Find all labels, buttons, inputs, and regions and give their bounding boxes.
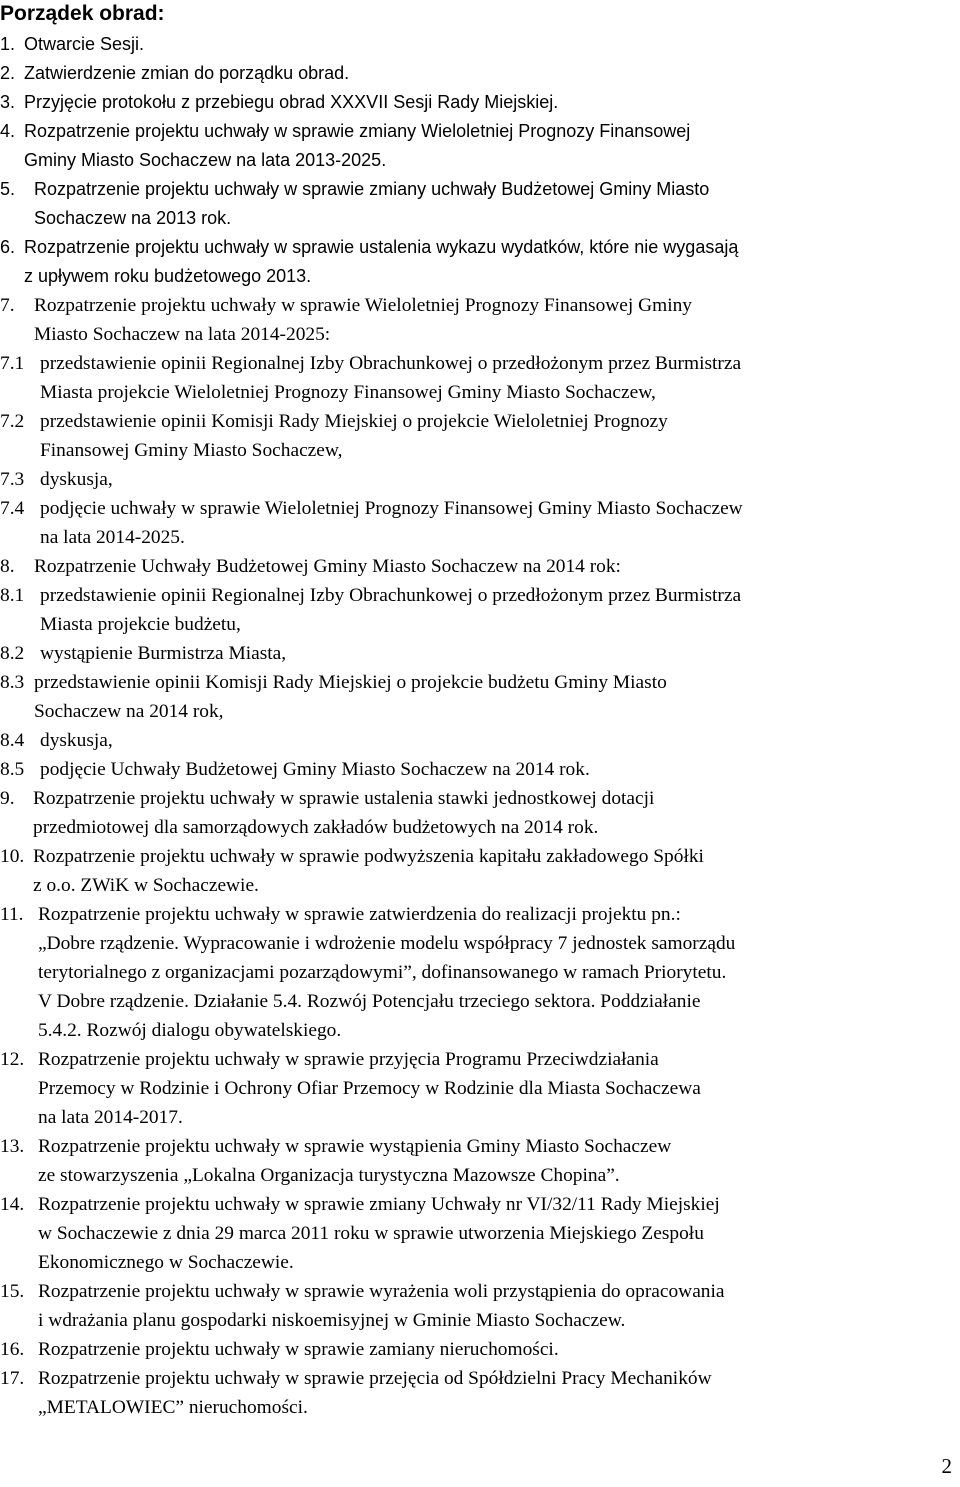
agenda-item-number: 7. xyxy=(0,295,15,316)
agenda-item-number: 14. xyxy=(0,1194,25,1215)
agenda-item-line: Rozpatrzenie projektu uchwały w sprawie zmiany Uchwały nr VI/32/11 Rady Miejskiej xyxy=(38,1194,720,1215)
agenda-item-line: Miasta projekcie budżetu, xyxy=(40,614,241,635)
agenda-item-line: V Dobre rządzenie. Działanie 5.4. Rozwój Potencjału trzeciego sektora. Poddziałanie xyxy=(38,991,701,1012)
agenda-item-number: 8.3 xyxy=(0,672,25,693)
agenda-item xyxy=(0,30,960,59)
agenda-item-line: Rozpatrzenie projektu uchwały w sprawie przejęcia od Spółdzielni Pracy Mechaników xyxy=(38,1368,712,1389)
agenda-item-text xyxy=(40,465,960,494)
agenda-item xyxy=(0,668,960,726)
agenda-item-line: Rozpatrzenie projektu uchwały w sprawie Wieloletniej Prognozy Finansowej Gminy xyxy=(34,295,692,316)
agenda-item-line: „METALOWIEC” nieruchomości. xyxy=(38,1397,308,1418)
agenda-item-line: terytorialnego z organizacjami pozarządowymi”, dofinansowanego w ramach Priorytetu. xyxy=(38,962,727,983)
agenda-item xyxy=(0,291,960,349)
agenda-item-line: przedmiotowej dla samorządowych zakładów budżetowych na 2014 rok. xyxy=(33,817,599,838)
agenda-item-line: na lata 2014-2017. xyxy=(38,1107,183,1128)
agenda-item-text xyxy=(34,291,960,349)
agenda-item-number: 3. xyxy=(0,92,16,112)
agenda-item-line: Rozpatrzenie projektu uchwały w sprawie przyjęcia Programu Przeciwdziałania xyxy=(38,1049,659,1070)
agenda-item-number: 16. xyxy=(0,1339,25,1360)
agenda-item-line: Rozpatrzenie projektu uchwały w sprawie wyrażenia woli przystąpienia do opracowania xyxy=(38,1281,725,1302)
agenda-item-number: 1. xyxy=(0,34,16,54)
agenda-item-line: Rozpatrzenie projektu uchwały w sprawie ustalenia stawki jednostkowej dotacji xyxy=(33,788,655,809)
agenda-item-number: 2. xyxy=(0,63,16,83)
agenda-item-text xyxy=(38,1190,960,1277)
agenda-item xyxy=(0,1045,960,1132)
agenda-item-text xyxy=(33,842,960,900)
agenda-item-line: Miasto Sochaczew na lata 2014-2025: xyxy=(34,324,331,345)
agenda-item-line: Rozpatrzenie projektu uchwały w sprawie zamiany nieruchomości. xyxy=(38,1339,559,1360)
agenda-item xyxy=(0,639,960,668)
agenda-item-text xyxy=(33,784,960,842)
agenda-item-number: 4. xyxy=(0,121,16,141)
agenda-item-text xyxy=(38,1132,960,1190)
agenda-item-line: Sochaczew na 2013 rok. xyxy=(34,208,232,228)
agenda-item-number: 8.5 xyxy=(0,759,25,780)
agenda-item-number: 9. xyxy=(0,788,15,809)
agenda-item xyxy=(0,233,960,291)
agenda-item-number: 6. xyxy=(0,237,16,257)
agenda-item-text xyxy=(24,30,960,59)
agenda-item-line: dyskusja, xyxy=(40,730,113,751)
agenda-item-text xyxy=(40,581,960,639)
agenda-item-line: Rozpatrzenie projektu uchwały w sprawie wystąpienia Gminy Miasto Sochaczew xyxy=(38,1136,672,1157)
agenda-item xyxy=(0,88,960,117)
agenda-item xyxy=(0,407,960,465)
agenda-item-line: Finansowej Gminy Miasto Sochaczew, xyxy=(40,440,343,461)
agenda-item-line: przedstawienie opinii Komisji Rady Miejskiej o projekcie budżetu Gminy Miasto xyxy=(34,672,667,693)
agenda-item-line: podjęcie uchwały w sprawie Wieloletniej Prognozy Finansowej Gminy Miasto Sochaczew xyxy=(40,498,743,519)
agenda-item-text xyxy=(40,494,960,552)
page-title: Porządek obrad: xyxy=(0,2,165,25)
agenda-item-number: 5. xyxy=(0,179,16,199)
agenda-item-number: 12. xyxy=(0,1049,25,1070)
agenda-item-number: 13. xyxy=(0,1136,25,1157)
agenda-item xyxy=(0,1190,960,1277)
agenda-item xyxy=(0,842,960,900)
agenda-item xyxy=(0,726,960,755)
agenda-item xyxy=(0,59,960,88)
page-number: 2 xyxy=(941,1454,952,1478)
agenda-item-text xyxy=(34,552,960,581)
agenda-item xyxy=(0,1132,960,1190)
agenda-item-text xyxy=(38,1277,960,1335)
agenda-item-number: 15. xyxy=(0,1281,25,1302)
agenda-item-line: Miasta projekcie Wieloletniej Prognozy Finansowej Gminy Miasto Sochaczew, xyxy=(40,382,656,403)
agenda-item-text xyxy=(38,1045,960,1132)
agenda-item-line: Rozpatrzenie projektu uchwały w sprawie zmiany Wieloletniej Prognozy Finansowej xyxy=(24,121,691,141)
agenda-item-text xyxy=(38,1364,960,1422)
agenda-item-number: 10. xyxy=(0,846,25,867)
agenda-item-text xyxy=(38,900,960,1045)
agenda-item-number: 8.4 xyxy=(0,730,25,751)
agenda-item-line: Przemocy w Rodzinie i Ochrony Ofiar Przemocy w Rodzinie dla Miasta Sochaczewa xyxy=(38,1078,701,1099)
agenda-item-number: 11. xyxy=(0,904,24,925)
agenda-item xyxy=(0,900,960,1045)
agenda-item-text xyxy=(40,349,960,407)
agenda-item-line: Rozpatrzenie projektu uchwały w sprawie zatwierdzenia do realizacji projektu pn.: xyxy=(38,904,681,925)
agenda-item xyxy=(0,755,960,784)
agenda-item-line: „Dobre rządzenie. Wypracowanie i wdrożenie modelu współpracy 7 jednostek samorządu xyxy=(38,933,736,954)
agenda-item-text xyxy=(40,755,960,784)
agenda-item-line: Zatwierdzenie zmian do porządku obrad. xyxy=(24,63,350,83)
agenda-item-number: 8.2 xyxy=(0,643,25,664)
agenda-item-line: Przyjęcie protokołu z przebiegu obrad XXXVII Sesji Rady Miejskiej. xyxy=(24,92,559,112)
agenda-item-text xyxy=(24,59,960,88)
agenda-item-line: w Sochaczewie z dnia 29 marca 2011 roku w sprawie utworzenia Miejskiego Zespołu xyxy=(38,1223,704,1244)
agenda-item-line: dyskusja, xyxy=(40,469,113,490)
agenda-item-text xyxy=(40,407,960,465)
agenda-item-line: Sochaczew na 2014 rok, xyxy=(34,701,224,722)
agenda-item-number: 7.3 xyxy=(0,469,25,490)
agenda-item-line: ze stowarzyszenia „Lokalna Organizacja turystyczna Mazowsze Chopina”. xyxy=(38,1165,620,1186)
agenda-item-text xyxy=(38,1335,960,1364)
agenda-item-text xyxy=(34,668,960,726)
agenda-item-line: przedstawienie opinii Regionalnej Izby Obrachunkowej o przedłożonym przez Burmistrza xyxy=(40,585,742,606)
agenda-item xyxy=(0,117,960,175)
agenda-item-text xyxy=(24,88,960,117)
agenda-item-number: 7.1 xyxy=(0,353,25,374)
agenda-item-line: Rozpatrzenie projektu uchwały w sprawie ustalenia wykazu wydatków, które nie wygasają xyxy=(24,237,739,257)
agenda-item-line: Rozpatrzenie projektu uchwały w sprawie zmiany uchwały Budżetowej Gminy Miasto xyxy=(34,179,710,199)
agenda-item-line: na lata 2014-2025. xyxy=(40,527,185,548)
agenda-item-number: 7.4 xyxy=(0,498,25,519)
agenda-item-line: Rozpatrzenie Uchwały Budżetowej Gminy Miasto Sochaczew na 2014 rok: xyxy=(34,556,621,577)
agenda-item-line: 5.4.2. Rozwój dialogu obywatelskiego. xyxy=(38,1020,342,1041)
agenda-item xyxy=(0,349,960,407)
agenda-item-text xyxy=(40,639,960,668)
agenda-list xyxy=(0,30,960,1422)
agenda-item xyxy=(0,1335,960,1364)
agenda-item-line: Rozpatrzenie projektu uchwały w sprawie podwyższenia kapitału zakładowego Spółki xyxy=(33,846,704,867)
agenda-item-line: wystąpienie Burmistrza Miasta, xyxy=(40,643,287,664)
agenda-item xyxy=(0,784,960,842)
agenda-item-line: przedstawienie opinii Regionalnej Izby Obrachunkowej o przedłożonym przez Burmistrza xyxy=(40,353,742,374)
agenda-item-line: podjęcie Uchwały Budżetowej Gminy Miasto Sochaczew na 2014 rok. xyxy=(40,759,590,780)
agenda-item xyxy=(0,581,960,639)
agenda-item-text xyxy=(34,175,960,233)
agenda-item xyxy=(0,1277,960,1335)
agenda-item xyxy=(0,175,960,233)
agenda-item-line: z upływem roku budżetowego 2013. xyxy=(24,266,312,286)
agenda-item-number: 8. xyxy=(0,556,15,577)
agenda-item-number: 17. xyxy=(0,1368,25,1389)
agenda-item-text xyxy=(24,117,960,175)
agenda-item-line: przedstawienie opinii Komisji Rady Miejskiej o projekcie Wieloletniej Prognozy xyxy=(40,411,668,432)
agenda-item-line: Otwarcie Sesji. xyxy=(24,34,145,54)
agenda-item-line: i wdrażania planu gospodarki niskoemisyjnej w Gminie Miasto Sochaczew. xyxy=(38,1310,626,1331)
agenda-item xyxy=(0,1364,960,1422)
agenda-item-line: z o.o. ZWiK w Sochaczewie. xyxy=(33,875,259,896)
agenda-item xyxy=(0,465,960,494)
agenda-item-line: Ekonomicznego w Sochaczewie. xyxy=(38,1252,294,1273)
agenda-item xyxy=(0,494,960,552)
agenda-item-number: 7.2 xyxy=(0,411,25,432)
agenda-item-text xyxy=(40,726,960,755)
agenda-item-line: Gminy Miasto Sochaczew na lata 2013-2025. xyxy=(24,150,387,170)
agenda-item-text xyxy=(24,233,960,291)
agenda-item xyxy=(0,552,960,581)
agenda-item-number: 8.1 xyxy=(0,585,25,606)
